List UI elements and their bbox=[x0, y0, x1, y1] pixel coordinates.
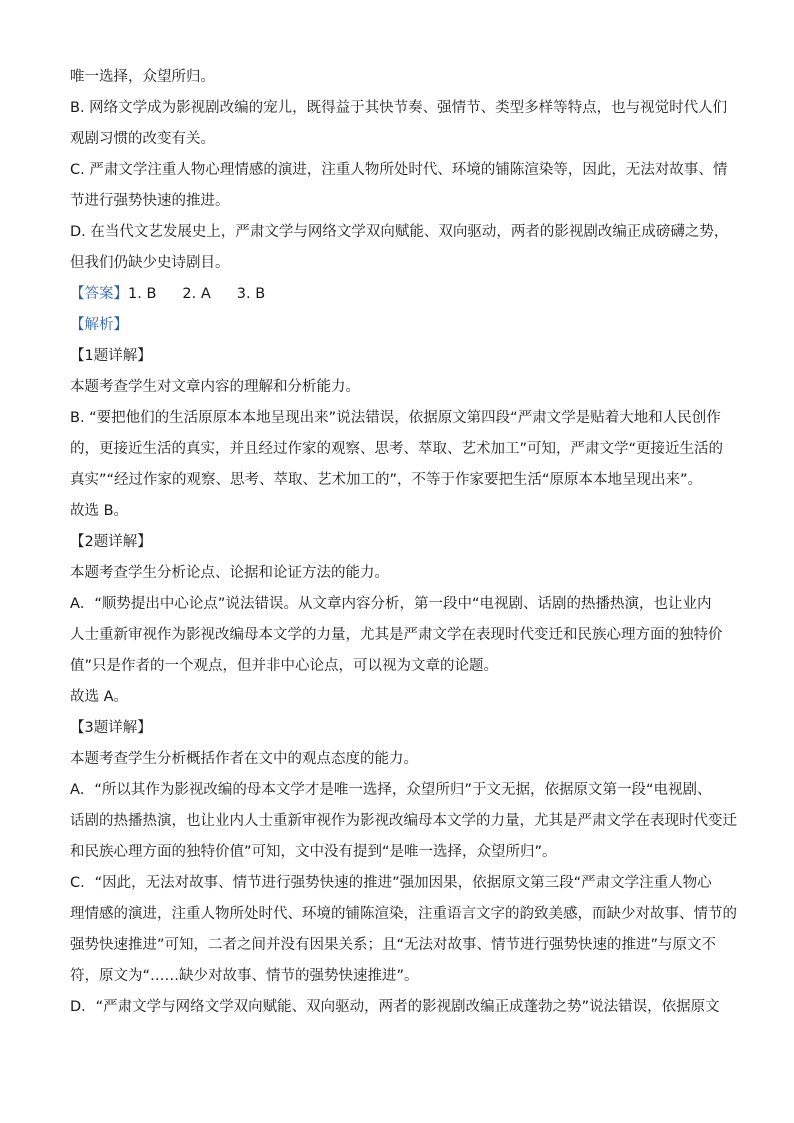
answer-item: 2. A bbox=[182, 286, 211, 302]
text-line: 强势快速推进”可知，二者之间并没有因果关系；且“无法对故事、情节进行强势快速的推进”与原文不 bbox=[70, 937, 717, 953]
text-line: 符，原文为“……缺少对故事、情节的强势快速推进”。 bbox=[70, 968, 419, 984]
text-line: 和民族心理方面的独特价值”可知，文中没有提到“是唯一选择，众望所归”。 bbox=[70, 844, 557, 860]
q1-title: 【1题详解】 bbox=[70, 348, 152, 364]
text-line: D．“严肃文学与网络文学双向赋能、双向驱动，两者的影视剧改编正成蓬勃之势”说法错误，依据原文 bbox=[70, 999, 720, 1015]
option-b: B. 网络文学成为影视剧改编的宠儿，既得益于其快节奏、强情节、类型多样等特点，也与视觉时代人们 bbox=[70, 100, 728, 116]
text-line: A．“所以其作为影视改编的母本文学才是唯一选择，众望所归”于文无据，依据原文第一段“电视剧、 bbox=[70, 782, 712, 798]
answer-item: 3. B bbox=[236, 286, 266, 302]
answer-label: 【答案】 bbox=[70, 286, 128, 302]
q2-title: 【2题详解】 bbox=[70, 534, 152, 550]
document-page bbox=[70, 62, 737, 1023]
text-line: 本题考查学生分析概括作者在文中的观点态度的能力。 bbox=[70, 751, 418, 767]
q3-title: 【3题详解】 bbox=[70, 720, 152, 736]
text-line: 本题考查学生对文章内容的理解和分析能力。 bbox=[70, 379, 360, 395]
text-line: C．“因此，无法对故事、情节进行强势快速的推进”强加因果，依据原文第三段“严肃文学注重人物心 bbox=[70, 875, 712, 891]
text-line: 但我们仍缺少史诗剧目。 bbox=[70, 255, 230, 271]
text-line: B. “要把他们的生活原原本本地呈现出来”说法错误，依据原文第四段“严肃文学是贴着大地和人民创作 bbox=[70, 410, 721, 426]
text-line: 值”只是作者的一个观点，但并非中心论点，可以视为文章的论题。 bbox=[70, 658, 499, 674]
answer-item: 1. B bbox=[128, 286, 157, 302]
text-line: 故选 A。 bbox=[70, 689, 129, 705]
text-line: 故选 B。 bbox=[70, 503, 129, 519]
answer-line bbox=[70, 279, 722, 310]
text-line: 节进行强势快速的推进。 bbox=[70, 193, 230, 209]
text-line: 本题考查学生分析论点、论据和论证方法的能力。 bbox=[70, 565, 389, 581]
option-d: D. 在当代文艺发展史上，严肃文学与网络文学双向赋能、双向驱动，两者的影视剧改编正成磅礴之势， bbox=[70, 224, 729, 240]
analysis-label: 【解析】 bbox=[70, 317, 128, 333]
text-line: 理情感的演进，注重人物所处时代、环境的铺陈渲染，注重语言文字的韵致美感，而缺少对故事、情节的 bbox=[70, 906, 737, 922]
text-line: 人士重新审视作为影视改编母本文学的力量，尤其是严肃文学在表现时代变迁和民族心理方面的独特价 bbox=[70, 627, 723, 643]
text-line: 的，更接近生活的真实，并且经过作家的观察、思考、萃取、艺术加工”可知，严肃文学“更接近生活的 bbox=[70, 441, 724, 457]
text-line: 话剧的热播热演，也让业内人士重新审视作为影视改编母本文学的力量，尤其是严肃文学在表现时代变迁 bbox=[70, 813, 737, 829]
text-line: 唯一选择，众望所归。 bbox=[70, 69, 215, 85]
option-c: C. 严肃文学注重人物心理情感的演进，注重人物所处时代、环境的铺陈渲染等，因此，无法对故事、情 bbox=[70, 162, 728, 178]
text-line: 真实”“经过作家的观察、思考、萃取、艺术加工的”，不等于作家要把生活“原原本本地呈现出来”。 bbox=[70, 472, 703, 488]
text-line: A．“顺势提出中心论点”说法错误。从文章内容分析，第一段中“电视剧、话剧的热播热演，也让业内 bbox=[70, 596, 712, 612]
text-line: 观剧习惯的改变有关。 bbox=[70, 131, 215, 147]
